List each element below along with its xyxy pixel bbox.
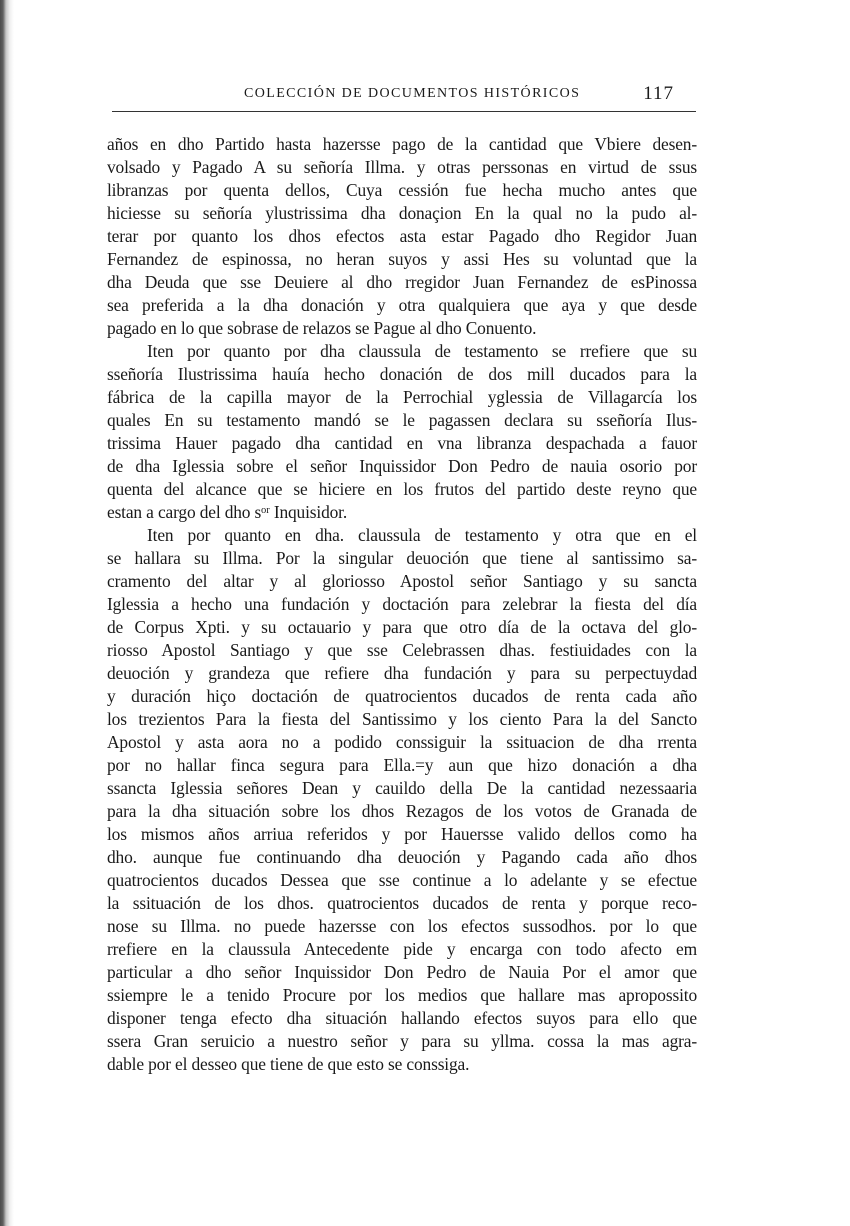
text-line: libranzas por quenta dellos, Cuya cessión fue hecha mucho antes que [107, 180, 697, 200]
text-line: sseñoría Ilustrissima hauía hecho donación de dos mill ducados para la [107, 364, 697, 384]
text-line: Iglessia a hecho una fundación y doctación para zelebrar la fiesta del día [107, 594, 697, 614]
text-line: ssiempre le a tenido Procure por los medios que hallare mas apropossito [107, 985, 697, 1005]
text-line: años en dho Partido hasta hazersse pago de la cantidad que Vbiere desen- [107, 134, 697, 154]
text-line: los trezientos Para la fiesta del Santissimo y los ciento Para la del Sancto [107, 709, 697, 729]
text-line: riosso Apostol Santiago y que sse Celebrassen dhas. festiuidades con la [107, 640, 697, 660]
body-text [107, 133, 697, 1076]
text-line: volsado y Pagado A su señoría Illma. y otras perssonas en virtud de ssus [107, 157, 697, 177]
text-line: para la dha situación sobre los dhos Rezagos de los votos de Granada de [107, 801, 697, 821]
text-line: ssera Gran seruicio a nuestro señor y para su yllma. cossa la mas agra- [107, 1031, 697, 1051]
text-line: disponer tenga efecto dha situación hallando efectos suyos para ello que [107, 1008, 697, 1028]
text-line: quales En su testamento mandó se le pagassen declara su sseñoría Ilus- [107, 410, 697, 430]
text-line: dho. aunque fue continuando dha deuoción y Pagando cada año dhos [107, 847, 697, 867]
text-line: nose su Illma. no puede hazersse con los efectos sussodhos. por lo que [107, 916, 697, 936]
text-line: pagado en lo que sobrase de relazos se Pague al dho Conuento. [107, 318, 537, 338]
text-line: dable por el desseo que tiene de que esto se conssiga. [107, 1054, 470, 1074]
text-line: Iten por quanto en dha. claussula de testamento y otra que en el [147, 525, 697, 545]
text-line: la ssituación de los dhos. quatrocientos ducados de renta y porque reco- [107, 893, 697, 913]
text-line: hiciesse su señoría ylustrissima dha donaçion En la qual no la pudo al- [107, 203, 697, 223]
text-line: fábrica de la capilla mayor de la Perrochial yglessia de Villagarcía los [107, 387, 697, 407]
text-line: dha Deuda que sse Deuiere al dho rregidor Juan Fernandez de esPinossa [107, 272, 697, 292]
text-line: cramento del altar y al gloriosso Apostol señor Santiago y su sancta [107, 571, 697, 591]
header-title: COLECCIÓN DE DOCUMENTOS HISTÓRICOS [244, 86, 581, 101]
text-line: quenta del alcance que se hiciere en los frutos del partido deste reyno que [107, 479, 697, 499]
text-line: se hallara su Illma. Por la singular deuoción que tiene al santissimo sa- [107, 548, 697, 568]
running-header [112, 84, 696, 112]
text-line: y duración hiço doctación de quatrocientos ducados de renta cada año [107, 686, 697, 706]
text-line: por no hallar finca segura para Ella.=y aun que hizo donación a dha [107, 755, 697, 775]
text-line: Iten por quanto por dha claussula de testamento se rrefiere que su [147, 341, 697, 361]
text-line: sea preferida a la dha donación y otra qualquiera que aya y que desde [107, 295, 697, 315]
text-line: Apostol y asta aora no a podido conssiguir la ssituacion de dha rrenta [107, 732, 697, 752]
page-edge-shadow [0, 0, 14, 1226]
text-line: estan a cargo del dho sᵒʳ Inquisidor. [107, 502, 348, 522]
page-number: 117 [643, 83, 674, 104]
text-line: ssancta Iglessia señores Dean y cauildo della De la cantidad nezessaaria [107, 778, 697, 798]
header-rule [112, 111, 696, 112]
text-line: deuoción y grandeza que refiere dha fundación y para su perpectuydad [107, 663, 697, 683]
text-line: trissima Hauer pagado dha cantidad en vna libranza despachada a fauor [107, 433, 697, 453]
text-line: de dha Iglessia sobre el señor Inquissidor Don Pedro de nauia osorio por [107, 456, 697, 476]
text-line: de Corpus Xpti. y su octauario y para que otro día de la octava del glo- [107, 617, 697, 637]
text-line: rrefiere en la claussula Antecedente pide y encarga con todo afecto em [107, 939, 697, 959]
text-line: Fernandez de espinossa, no heran suyos y assi Hes su voluntad que la [107, 249, 697, 269]
text-line: particular a dho señor Inquissidor Don Pedro de Nauia Por el amor que [107, 962, 697, 982]
text-line: terar por quanto los dhos efectos asta estar Pagado dho Regidor Juan [107, 226, 697, 246]
text-line: los mismos años arriua referidos y por Hauersse valido dellos como ha [107, 824, 697, 844]
text-line: quatrocientos ducados Dessea que sse continue a lo adelante y se efectue [107, 870, 697, 890]
